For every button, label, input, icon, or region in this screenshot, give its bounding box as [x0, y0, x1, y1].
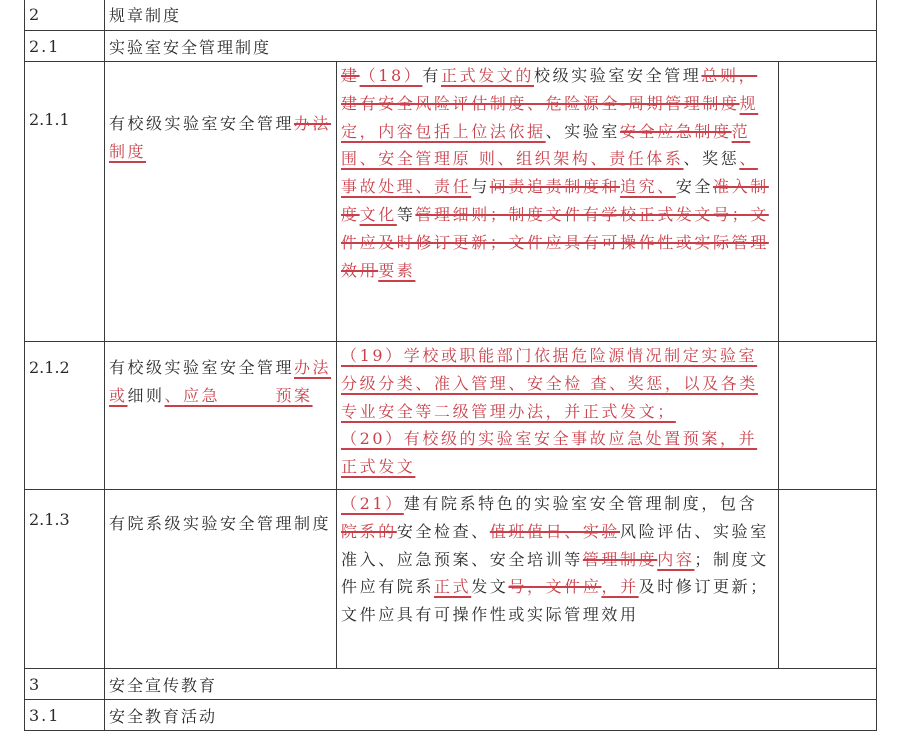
item-number: 2.1.2	[25, 342, 105, 490]
deleted-text: 准入制度	[341, 177, 769, 224]
section-title: 实验室安全管理制度	[105, 31, 877, 62]
item-extra-cell	[779, 62, 877, 342]
text-run: 、奖惩	[683, 149, 740, 169]
text-run: 校级实验室安全管理	[534, 66, 702, 85]
section-row-2-1	[25, 31, 877, 62]
text-run: 发文	[471, 577, 509, 597]
section-row-2	[25, 0, 877, 31]
item-number: 2.1.1	[25, 62, 105, 342]
text-run: 有	[422, 66, 441, 85]
item-extra-cell	[779, 490, 877, 669]
inserted-text: 文化	[359, 204, 397, 224]
text-run: 安全	[675, 177, 714, 197]
inserted-text: 内容	[657, 549, 695, 569]
item-title	[105, 342, 337, 490]
item-extra-cell	[779, 342, 877, 490]
text-run: ；制度文件应有院系	[341, 549, 769, 597]
text-run: 有院系级实验安全管理制度	[109, 514, 332, 533]
text-run: 建有院系特色的实验室安全管理制度，包含	[403, 494, 758, 513]
section-number: 2.1	[25, 31, 105, 62]
deleted-text: 值班值日、实验	[489, 521, 621, 541]
text-run: 有校级实验室安全管理	[109, 358, 295, 377]
text-run: 细则	[127, 386, 165, 405]
inserted-text: 办法或	[109, 358, 332, 405]
deleted-text: 总则，建有安全风险评估制度、危险源全-周期管理制度	[341, 66, 758, 113]
text-run: 安全检查、	[396, 521, 490, 541]
inserted-text: （18）	[359, 66, 423, 85]
item-content	[337, 490, 779, 669]
deleted-text: 管理细则；制度文件有学校正式发文号；文件应及时修订更新；文件应具有可操作性或实际管理效用	[341, 204, 769, 280]
deleted-text: 建	[341, 66, 360, 85]
item-row-2-1-3	[25, 490, 877, 669]
inserted-text: （19）学校或职能部门依据危险源情况制定实验室分级分类、准入管理、安全检 查、奖惩，以及各类专业安全等二级管理办法，并正式发文；	[341, 346, 758, 421]
text-run: 有校级实验室安全管理	[109, 114, 295, 133]
inserted-text: 正式发文的	[440, 66, 534, 85]
inserted-text: 、应急 预案	[164, 386, 313, 405]
text-run: 与	[471, 177, 490, 197]
inserted-text: 制度	[109, 142, 147, 161]
text-run: 等	[396, 204, 416, 224]
item-row-2-1-1	[25, 62, 877, 342]
deleted-text: 院系的	[341, 521, 397, 541]
deleted-text: 安全应急制度	[620, 121, 732, 141]
item-row-2-1-2	[25, 342, 877, 490]
item-content	[337, 342, 779, 490]
inserted-text: （20）有校级的实验室安全事故应急处置预案，并正式发文	[341, 429, 758, 477]
item-number: 2.1.3	[25, 490, 105, 669]
section-number: 3.1	[25, 700, 105, 731]
section-title: 规章制度	[105, 0, 877, 31]
inserted-text: 正式	[434, 577, 472, 597]
text-run: 及时修订更新；文件应具有可操作性或实际管理效用	[341, 577, 769, 625]
section-number: 3	[25, 669, 105, 700]
inserted-text: ，并	[601, 577, 639, 597]
section-row-3-1	[25, 700, 877, 731]
section-title: 安全教育活动	[105, 700, 877, 731]
item-title	[105, 490, 337, 669]
inserted-text: 、事故处理、责任	[341, 149, 758, 197]
deleted-text: 管理制度	[582, 549, 658, 569]
text-run: 风险评估、实验室准入、应急预案、安全培训等	[341, 521, 769, 569]
deleted-text: 办法	[294, 114, 332, 133]
section-number: 2	[25, 0, 105, 31]
inserted-text: 范围、安全管理原 则、组织架构、责任体系	[341, 121, 751, 169]
deleted-text: 号，文件应	[508, 577, 602, 597]
item-title	[105, 62, 337, 342]
section-row-3	[25, 669, 877, 700]
section-title: 安全宣传教育	[105, 669, 877, 700]
deleted-text: 问责追责制度和	[489, 177, 621, 197]
inserted-text: （21）	[341, 494, 404, 513]
inserted-text: 规定，内容包括上位法依据	[341, 93, 759, 141]
inserted-text: 要素	[378, 260, 416, 280]
inserted-text: 追究、	[620, 177, 676, 197]
text-run: 、实验室	[545, 121, 621, 141]
regulation-table	[24, 0, 877, 731]
item-content	[337, 62, 779, 342]
